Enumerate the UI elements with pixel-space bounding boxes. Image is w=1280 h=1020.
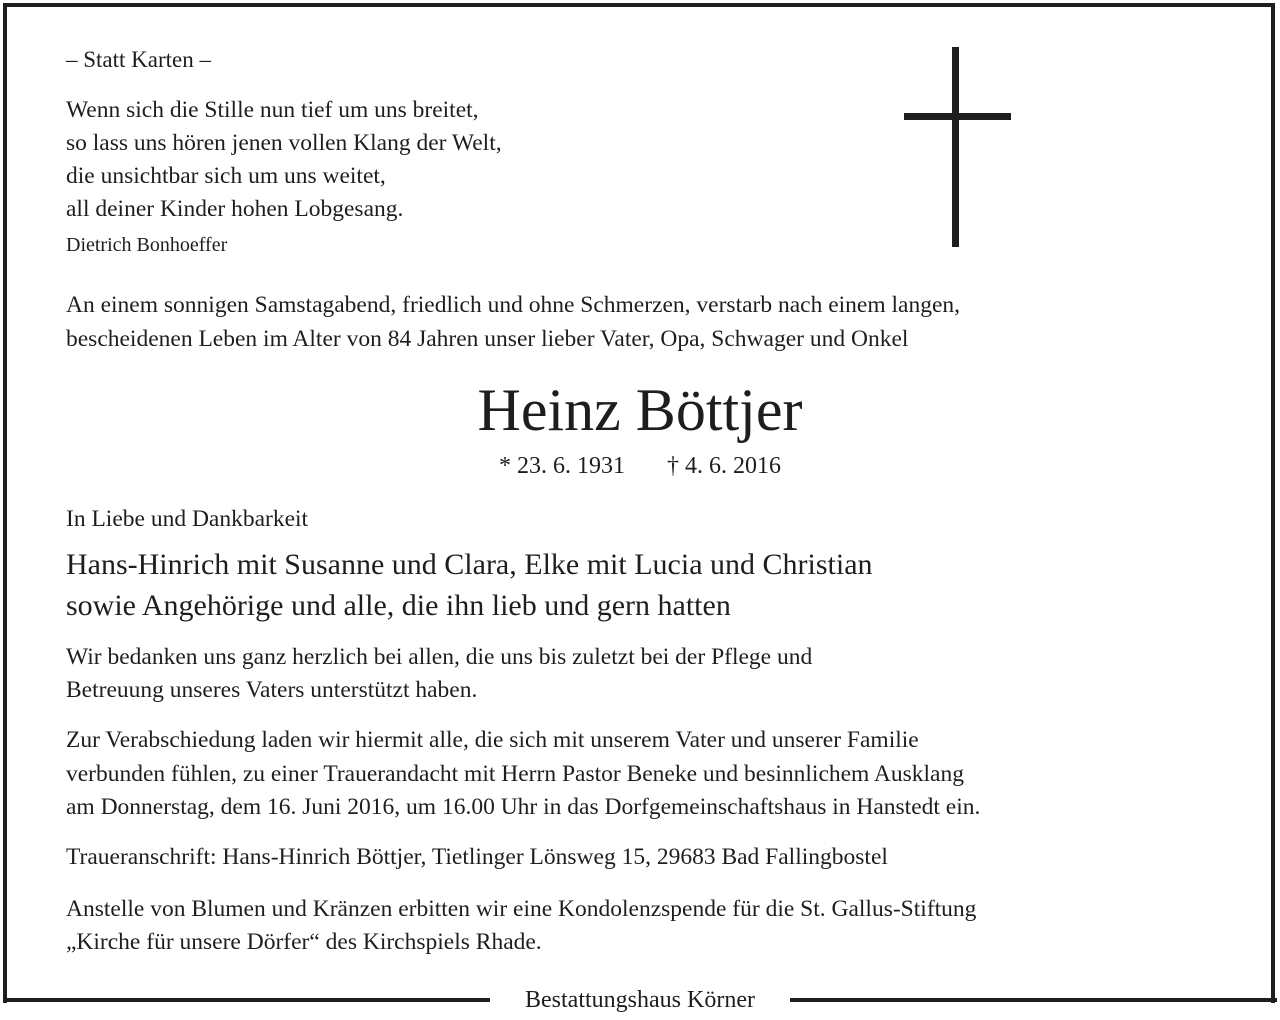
funeral-home-name: Bestattungshaus Körner [525, 987, 755, 1013]
donation-line: Anstelle von Blumen und Kränzen erbitten wir eine Kondolenzspende für die St. Gallus-Stiftung [66, 896, 977, 922]
farewell-paragraph [66, 724, 980, 825]
poem-line: die unsichtbar sich um uns weitet, [66, 163, 386, 189]
donation-paragraph [66, 893, 976, 959]
cross-icon [901, 47, 1013, 247]
bottom-rule-right [790, 998, 1277, 1002]
farewell-line: Zur Verabschiedung laden wir hiermit alle, die sich mit unserem Vater und unserer Familie [66, 727, 919, 753]
thanks-line: Betreuung unseres Vaters unterstützt haben. [66, 677, 478, 703]
donation-line: „Kirche für unsere Dörfer“ des Kirchspiels Rhade. [66, 929, 542, 955]
mourners-names [66, 544, 873, 626]
thanks-line: Wir bedanken uns ganz herzlich bei allen, die uns bis zuletzt bei der Pflege und [66, 644, 813, 670]
poem-line: so lass uns hören jenen vollen Klang der Welt, [66, 130, 502, 156]
mourners-intro: In Liebe und Dankbarkeit [66, 506, 309, 532]
poem-line: all deiner Kinder hohen Lobgesang. [66, 196, 404, 222]
statt-karten-label: – Statt Karten – [66, 47, 211, 72]
mourners-line: sowie Angehörige und alle, die ihn lieb und gern hatten [66, 589, 731, 622]
announcement-line: bescheidenen Leben im Alter von 84 Jahren unser lieber Vater, Opa, Schwager und Onkel [66, 325, 909, 352]
bottom-rule-left [3, 998, 490, 1002]
farewell-line: verbunden fühlen, zu einer Trauerandacht mit Herrn Pastor Beneke und besinnlichem Ausklang [66, 760, 964, 787]
mourning-address: Traueranschrift: Hans-Hinrich Böttjer, Tietlinger Lönsweg 15, 29683 Bad Fallingbostel [66, 844, 888, 870]
birth-date: * 23. 6. 1931 [499, 453, 625, 479]
poem [66, 94, 502, 226]
mourners-line: Hans-Hinrich mit Susanne und Clara, Elke mit Lucia und Christian [66, 548, 873, 581]
announcement-line: An einem sonnigen Samstagabend, friedlich und ohne Schmerzen, verstarb nach einem langen, [66, 292, 961, 318]
death-date: † 4. 6. 2016 [667, 453, 781, 479]
poem-line: Wenn sich die Stille nun tief um uns breitet, [66, 97, 479, 123]
thanks-paragraph [66, 641, 812, 707]
poem-author: Dietrich Bonhoeffer [66, 234, 228, 256]
life-dates [0, 451, 1280, 481]
death-announcement-text [66, 289, 960, 356]
farewell-line: am Donnerstag, dem 16. Juni 2016, um 16.00 Uhr in das Dorfgemeinschaftshaus in Hanstedt ein. [66, 794, 981, 820]
deceased-name: Heinz Böttjer [477, 377, 803, 443]
